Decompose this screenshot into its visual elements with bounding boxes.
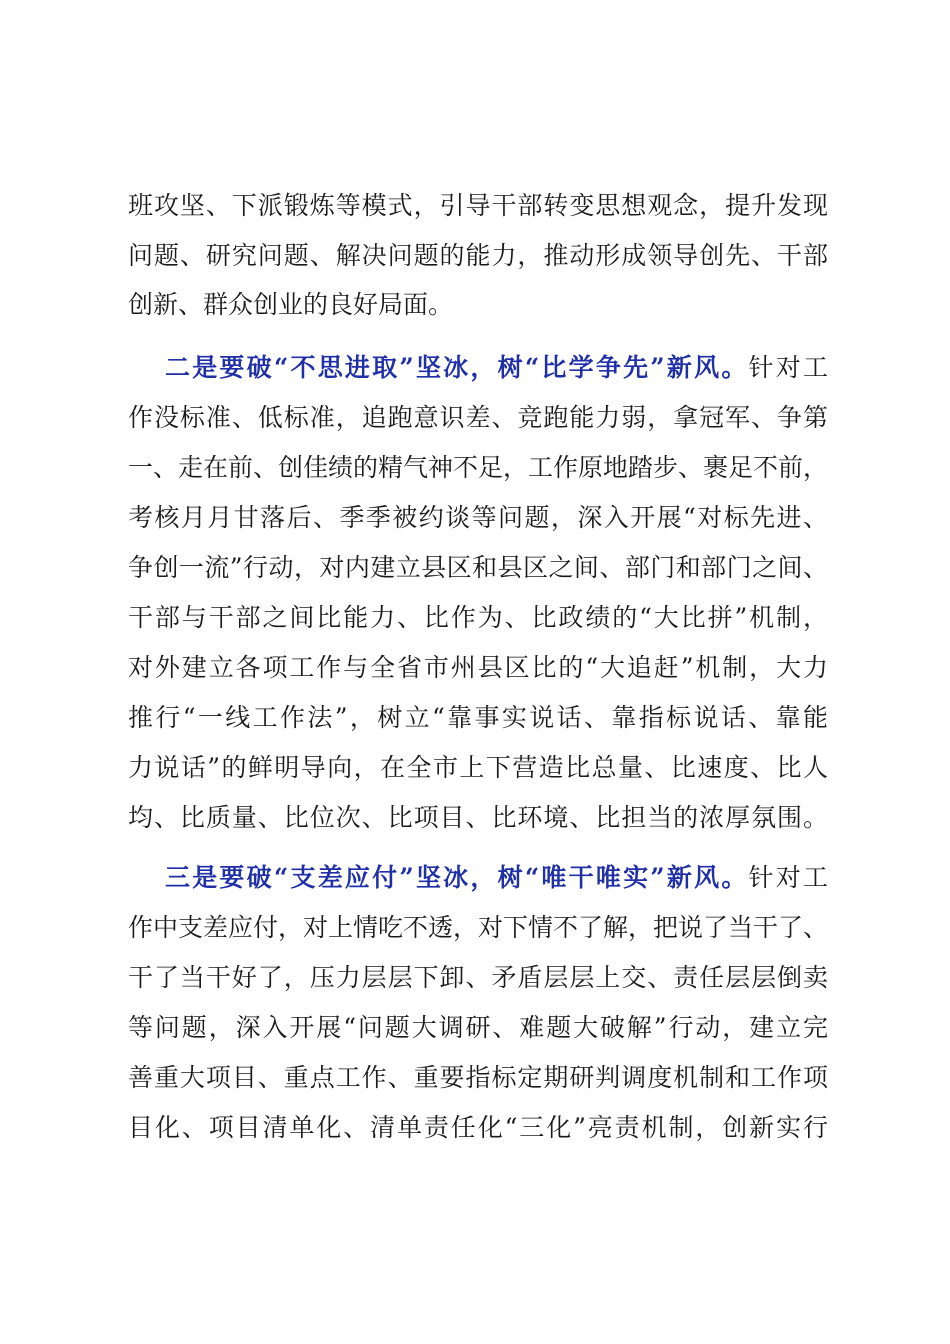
paragraph-3-line-5: 善重大项目、重点工作、重要指标定期研判调度机制和工作项 bbox=[128, 1063, 828, 1092]
paragraph-3-line-4: 等问题，深入开展“问题大调研、难题大破解”行动，建立完 bbox=[128, 1013, 828, 1042]
paragraph-3-lead: 三是要破“支差应付”坚冰，树“唯干唯实”新风。 bbox=[165, 863, 749, 892]
paragraph-2-line-5: 争创一流”行动，对内建立县区和县区之间、部门和部门之间、 bbox=[128, 553, 828, 582]
paragraph-2-line-7: 对外建立各项工作与全省市州县区比的“大追赶”机制，大力 bbox=[128, 653, 828, 682]
paragraph-2-line-9: 力说话”的鲜明导向，在全市上下营造比总量、比速度、比人 bbox=[128, 753, 828, 782]
paragraph-2-line-4: 考核月月甘落后、季季被约谈等问题，深入开展“对标先进、 bbox=[128, 503, 828, 532]
paragraph-2-line-1 bbox=[128, 348, 828, 388]
paragraph-2-line-10: 均、比质量、比位次、比项目、比环境、比担当的浓厚氛围。 bbox=[128, 803, 828, 832]
paragraph-1-line-1: 班攻坚、下派锻炼等模式，引导干部转变思想观念，提升发现 bbox=[128, 191, 828, 220]
paragraph-3-line-1 bbox=[128, 858, 828, 898]
paragraph-3-line-3: 干了当干好了，压力层层下卸、矛盾层层上交、责任层层倒卖 bbox=[128, 963, 828, 992]
paragraph-3-line-2: 作中支差应付，对上情吃不透，对下情不了解，把说了当干了、 bbox=[128, 913, 829, 942]
paragraph-2-line-2: 作没标准、低标准，追跑意识差、竞跑能力弱，拿冠军、争第 bbox=[128, 403, 828, 432]
paragraph-2-line-3: 一、走在前、创佳绩的精气神不足，工作原地踏步、裹足不前， bbox=[128, 453, 829, 482]
paragraph-1-line-3: 创新、群众创业的良好局面。 bbox=[128, 290, 454, 319]
paragraph-1-line-2: 问题、研究问题、解决问题的能力，推动形成领导创先、干部 bbox=[128, 241, 828, 270]
paragraph-2-first-line-rest: 针对工 bbox=[748, 353, 828, 382]
paragraph-2-line-8: 推行“一线工作法”，树立“靠事实说话、靠指标说话、靠能 bbox=[128, 703, 828, 732]
paragraph-2-lead: 二是要破“不思进取”坚冰，树“比学争先”新风。 bbox=[165, 353, 749, 382]
paragraph-2-line-6: 干部与干部之间比能力、比作为、比政绩的“大比拼”机制， bbox=[128, 603, 828, 632]
paragraph-3-first-line-rest: 针对工 bbox=[748, 863, 828, 892]
paragraph-3-line-6: 目化、项目清单化、清单责任化“三化”亮责机制，创新实行 bbox=[128, 1113, 828, 1142]
